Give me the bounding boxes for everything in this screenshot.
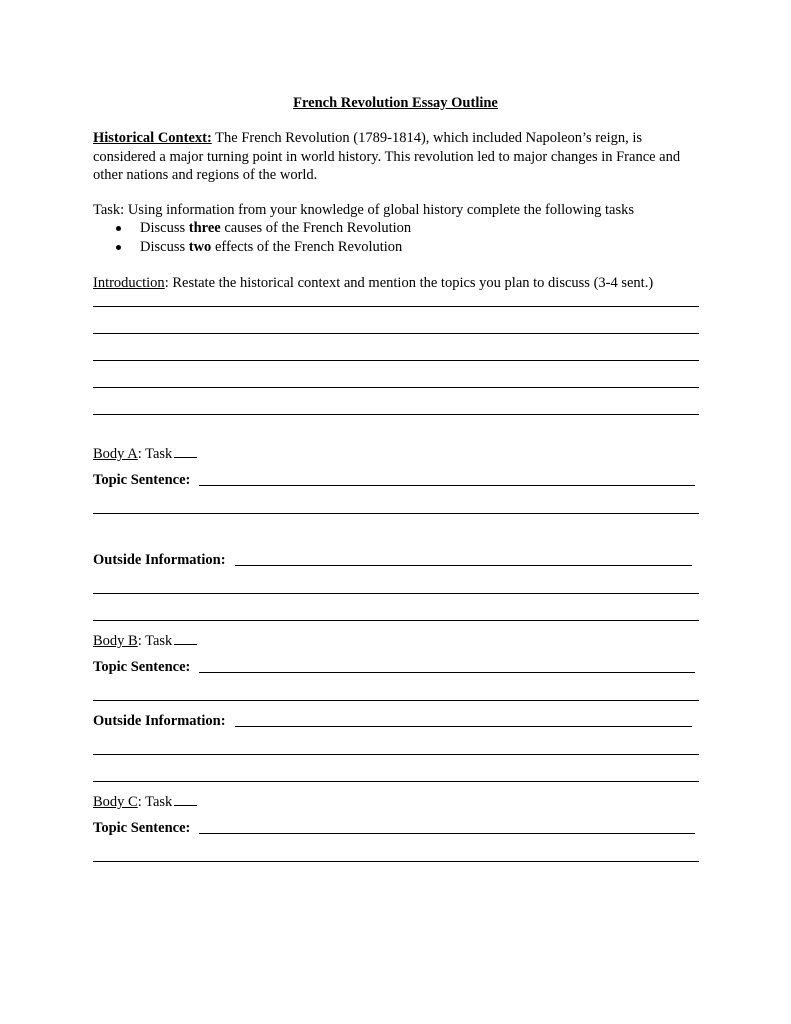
body-b-label: Body B <box>93 633 138 649</box>
body-c-topic-sentence-line[interactable] <box>199 833 695 834</box>
body-b-outside-answer-line[interactable] <box>93 754 699 755</box>
body-b-outside-information-field[interactable] <box>93 712 699 730</box>
body-a-outside-answer-line[interactable] <box>93 593 699 594</box>
introduction-answer-line[interactable] <box>93 414 699 415</box>
body-a-topic-sentence-line[interactable] <box>199 485 695 486</box>
body-c-label: Body C <box>93 794 138 810</box>
bullet-emphasis: three <box>188 220 221 236</box>
body-c-heading: Body C: Task <box>93 792 699 811</box>
introduction-answer-line[interactable] <box>93 333 699 334</box>
body-b-outside-information-line[interactable] <box>235 726 692 727</box>
body-b-heading: Body B: Task <box>93 631 699 650</box>
body-c-task-blank[interactable] <box>174 792 197 806</box>
bullet-emphasis: two <box>188 239 212 255</box>
body-a-outside-information-label: Outside Information: <box>93 552 226 568</box>
body-a-topic-answer-line[interactable] <box>93 513 699 514</box>
body-a-outside-answer-line[interactable] <box>93 620 699 621</box>
introduction-text: : Restate the historical context and mention the topics you plan to discuss (3-4 sent.) <box>164 275 654 291</box>
body-a-outside-information-line[interactable] <box>235 565 692 566</box>
body-b-topic-answer-line[interactable] <box>93 700 699 701</box>
introduction-label: Introduction <box>93 275 165 291</box>
introduction-answer-line[interactable] <box>93 360 699 361</box>
task-bullet-effects: Discuss two effects of the French Revolution <box>115 238 411 257</box>
task-bullet-causes: Discuss three causes of the French Revolution <box>115 219 411 238</box>
task-instruction: Task: Using information from your knowledge of global history complete the following tasks <box>93 202 635 218</box>
body-c-topic-sentence-label: Topic Sentence: <box>93 820 191 836</box>
historical-context-paragraph <box>93 129 703 185</box>
body-b-topic-sentence-label: Topic Sentence: <box>93 659 191 675</box>
body-a-topic-sentence-field[interactable] <box>93 471 699 489</box>
body-b-topic-sentence-field[interactable] <box>93 658 699 676</box>
body-a-label: Body A <box>93 446 138 462</box>
body-c-topic-answer-line[interactable] <box>93 861 699 862</box>
body-b-task-blank[interactable] <box>174 631 197 645</box>
body-b-topic-sentence-line[interactable] <box>199 672 695 673</box>
body-c-topic-sentence-field[interactable] <box>93 819 699 837</box>
historical-context-label: Historical Context: <box>93 130 212 146</box>
task-bullet-list <box>115 219 411 257</box>
historical-context-text: The French Revolution (1789-1814), which included Napoleon’s reign, is considered a major turning point in world history. This revolution led to major changes in France and other nations and regions of the world. <box>93 130 681 183</box>
bullet-dot-icon <box>116 226 121 231</box>
body-a-heading: Body A: Task <box>93 444 699 463</box>
introduction-answer-line[interactable] <box>93 387 699 388</box>
body-b-outside-information-label: Outside Information: <box>93 713 226 729</box>
introduction-instruction <box>93 274 699 292</box>
introduction-answer-line[interactable] <box>93 306 699 307</box>
body-a-task-blank[interactable] <box>174 444 197 458</box>
page-title: French Revolution Essay Outline <box>293 95 498 111</box>
body-a-outside-information-field[interactable] <box>93 551 699 569</box>
body-b-outside-answer-line[interactable] <box>93 781 699 782</box>
body-a-topic-sentence-label: Topic Sentence: <box>93 472 191 488</box>
bullet-dot-icon <box>116 245 121 250</box>
